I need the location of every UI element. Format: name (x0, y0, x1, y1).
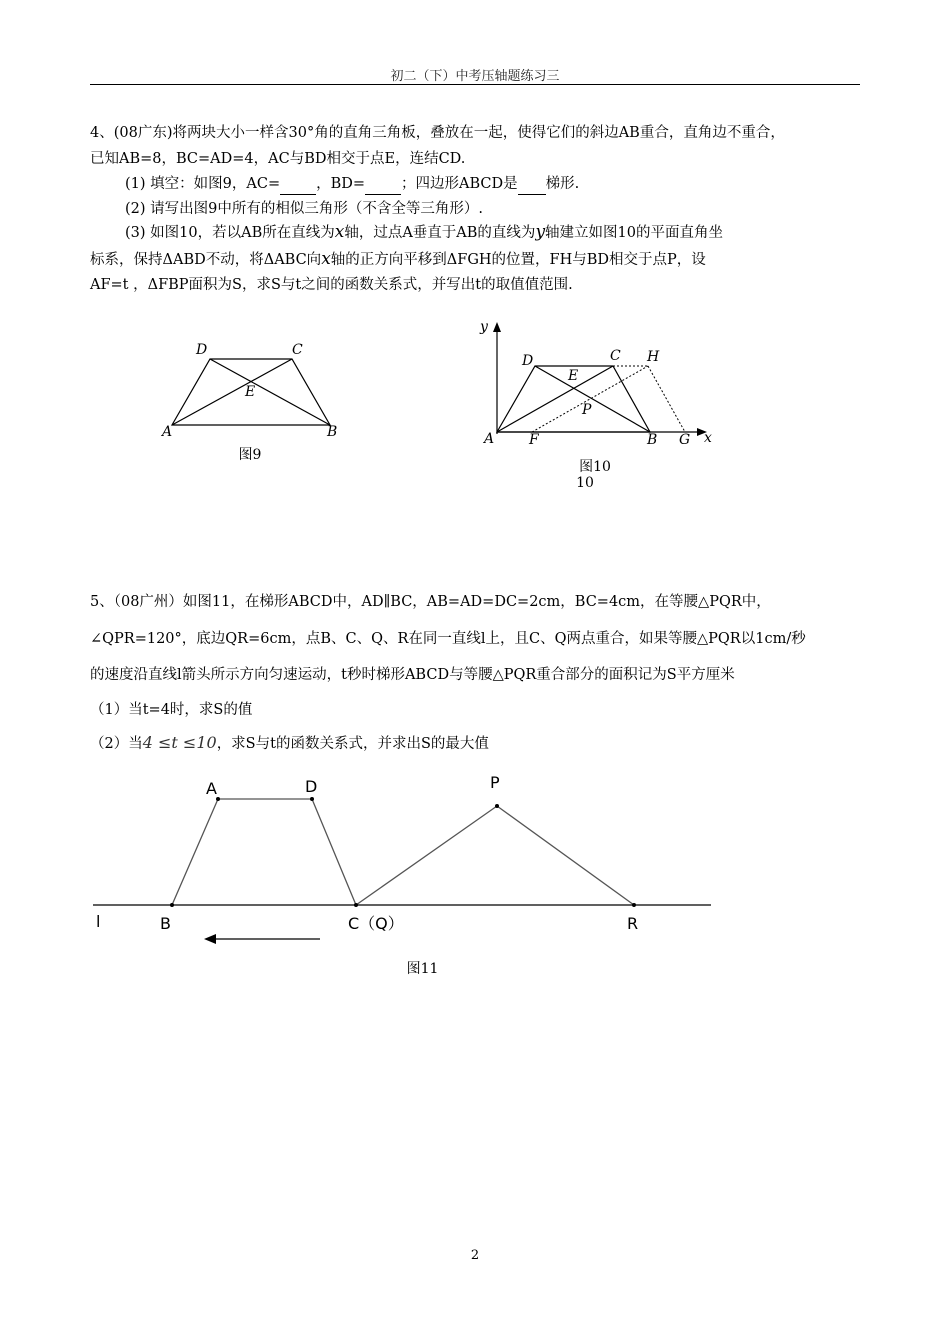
q4-line6-text-b: 轴的正方向平移到ΔFGH的位置，FH与BD相交于点P，设 (330, 252, 706, 268)
fig10-label-f: F (529, 432, 539, 448)
q5-line-3: 的速度沿直线l箭头所示方向匀速运动，t秒时梯形ABCD与等腰△PQR重合部分的面积记为S平方厘米 (90, 667, 735, 683)
fig10-label-c: C (610, 348, 621, 364)
q4-part3-text-c: 轴建立如图10的平面直角坐 (545, 225, 723, 241)
diagonal-ac (172, 359, 292, 425)
figure-11-caption: 图11 (406, 961, 439, 977)
figure-11-diagram (85, 770, 725, 950)
point-r (632, 903, 636, 907)
figure-10-diagram (475, 312, 720, 452)
q4-line-4: (2) 请写出图9中所有的相似三角形（不含全等三角形）. (125, 201, 483, 217)
q4-part1-text-b: ，BD= (316, 176, 366, 192)
q4-line-3 (125, 174, 579, 195)
q4-part1-text-a: (1) 填空：如图9，AC= (125, 176, 281, 192)
fig11-label-l: l (96, 912, 101, 931)
fig11-label-r: R (627, 914, 639, 933)
q4-part3-text-b: 轴，过点A垂直于AB的直线为 (344, 225, 536, 241)
answer-blank-shape[interactable] (518, 174, 546, 195)
fig10-label-g: G (679, 432, 691, 448)
q5-part2-text-b: ，求S与t的函数关系式，并求出S的最大值 (216, 736, 489, 752)
fig9-label-a: A (162, 424, 173, 440)
point-b (170, 903, 174, 907)
q4-part1-text-d: 梯形. (545, 176, 580, 192)
q4-part1-text-c: ；四边形ABCD是 (401, 176, 518, 192)
fig10-label-y: y (480, 319, 488, 335)
fig9-label-b: B (327, 424, 338, 440)
figure-10-caption: 图10 (579, 459, 611, 475)
q4-line-5 (125, 222, 723, 243)
q4-line-6 (90, 249, 706, 270)
answer-blank-ac[interactable] (280, 174, 316, 195)
q4-line-7: AF=t ，ΔFBP面积为S，求S与t之间的函数关系式，并写出t的取值值范围. (90, 277, 573, 293)
fig11-label-b: B (160, 914, 171, 933)
fig10-label-d: D (522, 353, 534, 369)
triangle-pqr (356, 806, 634, 905)
q4-y-var: y (535, 222, 546, 242)
figure-9-caption: 图9 (238, 447, 262, 463)
point-c (354, 903, 358, 907)
q4-x-var-2: x (321, 249, 331, 269)
header-divider (90, 84, 860, 85)
fig10-label-x: x (704, 430, 712, 446)
y-axis-arrow (493, 322, 501, 332)
fig9-label-e: E (245, 384, 256, 400)
direction-arrow-icon (204, 934, 216, 944)
answer-blank-bd[interactable] (365, 174, 401, 195)
fig11-label-d: D (305, 777, 318, 796)
fig10-label-h: H (647, 349, 660, 365)
fig10-label-e: E (568, 368, 579, 384)
q4-x-var: x (334, 222, 345, 242)
q5-part2-text-a: （2）当 (90, 736, 143, 752)
q5-line-2: ∠QPR=120°，底边QR=6cm，点B、C、Q、R在同一直线l上，且C、Q两点重合，如果等腰△PQR以1cm/秒 (90, 631, 806, 647)
q4-part3-text-a: (3) 如图10，若以AB所在直线为 (125, 225, 335, 241)
fig10-label-b: B (647, 432, 658, 448)
q5-line-1: 5、（08广州）如图11，在梯形ABCD中，AD∥BC，AB=AD=DC=2cm，BC=4cm，在等腰△PQR中， (90, 594, 771, 610)
q5-line-4: （1）当t=4时，求S的值 (90, 702, 253, 718)
fig11-label-p: P (490, 773, 500, 792)
point-p (495, 804, 499, 808)
page-number: 2 (470, 1248, 480, 1263)
q4-line-1: 4、(08广东)将两块大小一样含30°角的直角三角板，叠放在一起，使得它们的斜边AB重合，直角边不重合， (90, 125, 785, 141)
figure-9-diagram (150, 330, 360, 445)
page-header-title: 初二（下）中考压轴题练习三 (390, 69, 560, 84)
trapezoid-abcd-11 (172, 799, 356, 905)
q5-inequality: 4 ≤t ≤10 (142, 733, 217, 752)
q4-line6-text-a: 标系，保持ΔABD不动，将ΔABC向 (90, 252, 322, 268)
diagonal-ac-10 (497, 366, 613, 432)
point-d (310, 797, 314, 801)
fig11-label-cq: C（Q） (348, 914, 404, 933)
fig10-label-p: P (582, 402, 592, 418)
diagonal-bd (210, 359, 330, 425)
dotted-fh (532, 366, 648, 432)
q5-line-5 (90, 733, 489, 754)
fig9-label-c: C (292, 342, 303, 358)
fig10-label-a: A (484, 431, 495, 447)
fig11-label-a: A (206, 779, 217, 798)
diagonal-bd-10 (535, 366, 650, 432)
fig9-label-d: D (196, 342, 208, 358)
q4-line-2: 已知AB=8，BC=AD=4，AC与BD相交于点E，连结CD. (90, 151, 466, 167)
figure-10-caption-extra: 10 (576, 475, 594, 491)
dotted-hg (648, 366, 685, 432)
